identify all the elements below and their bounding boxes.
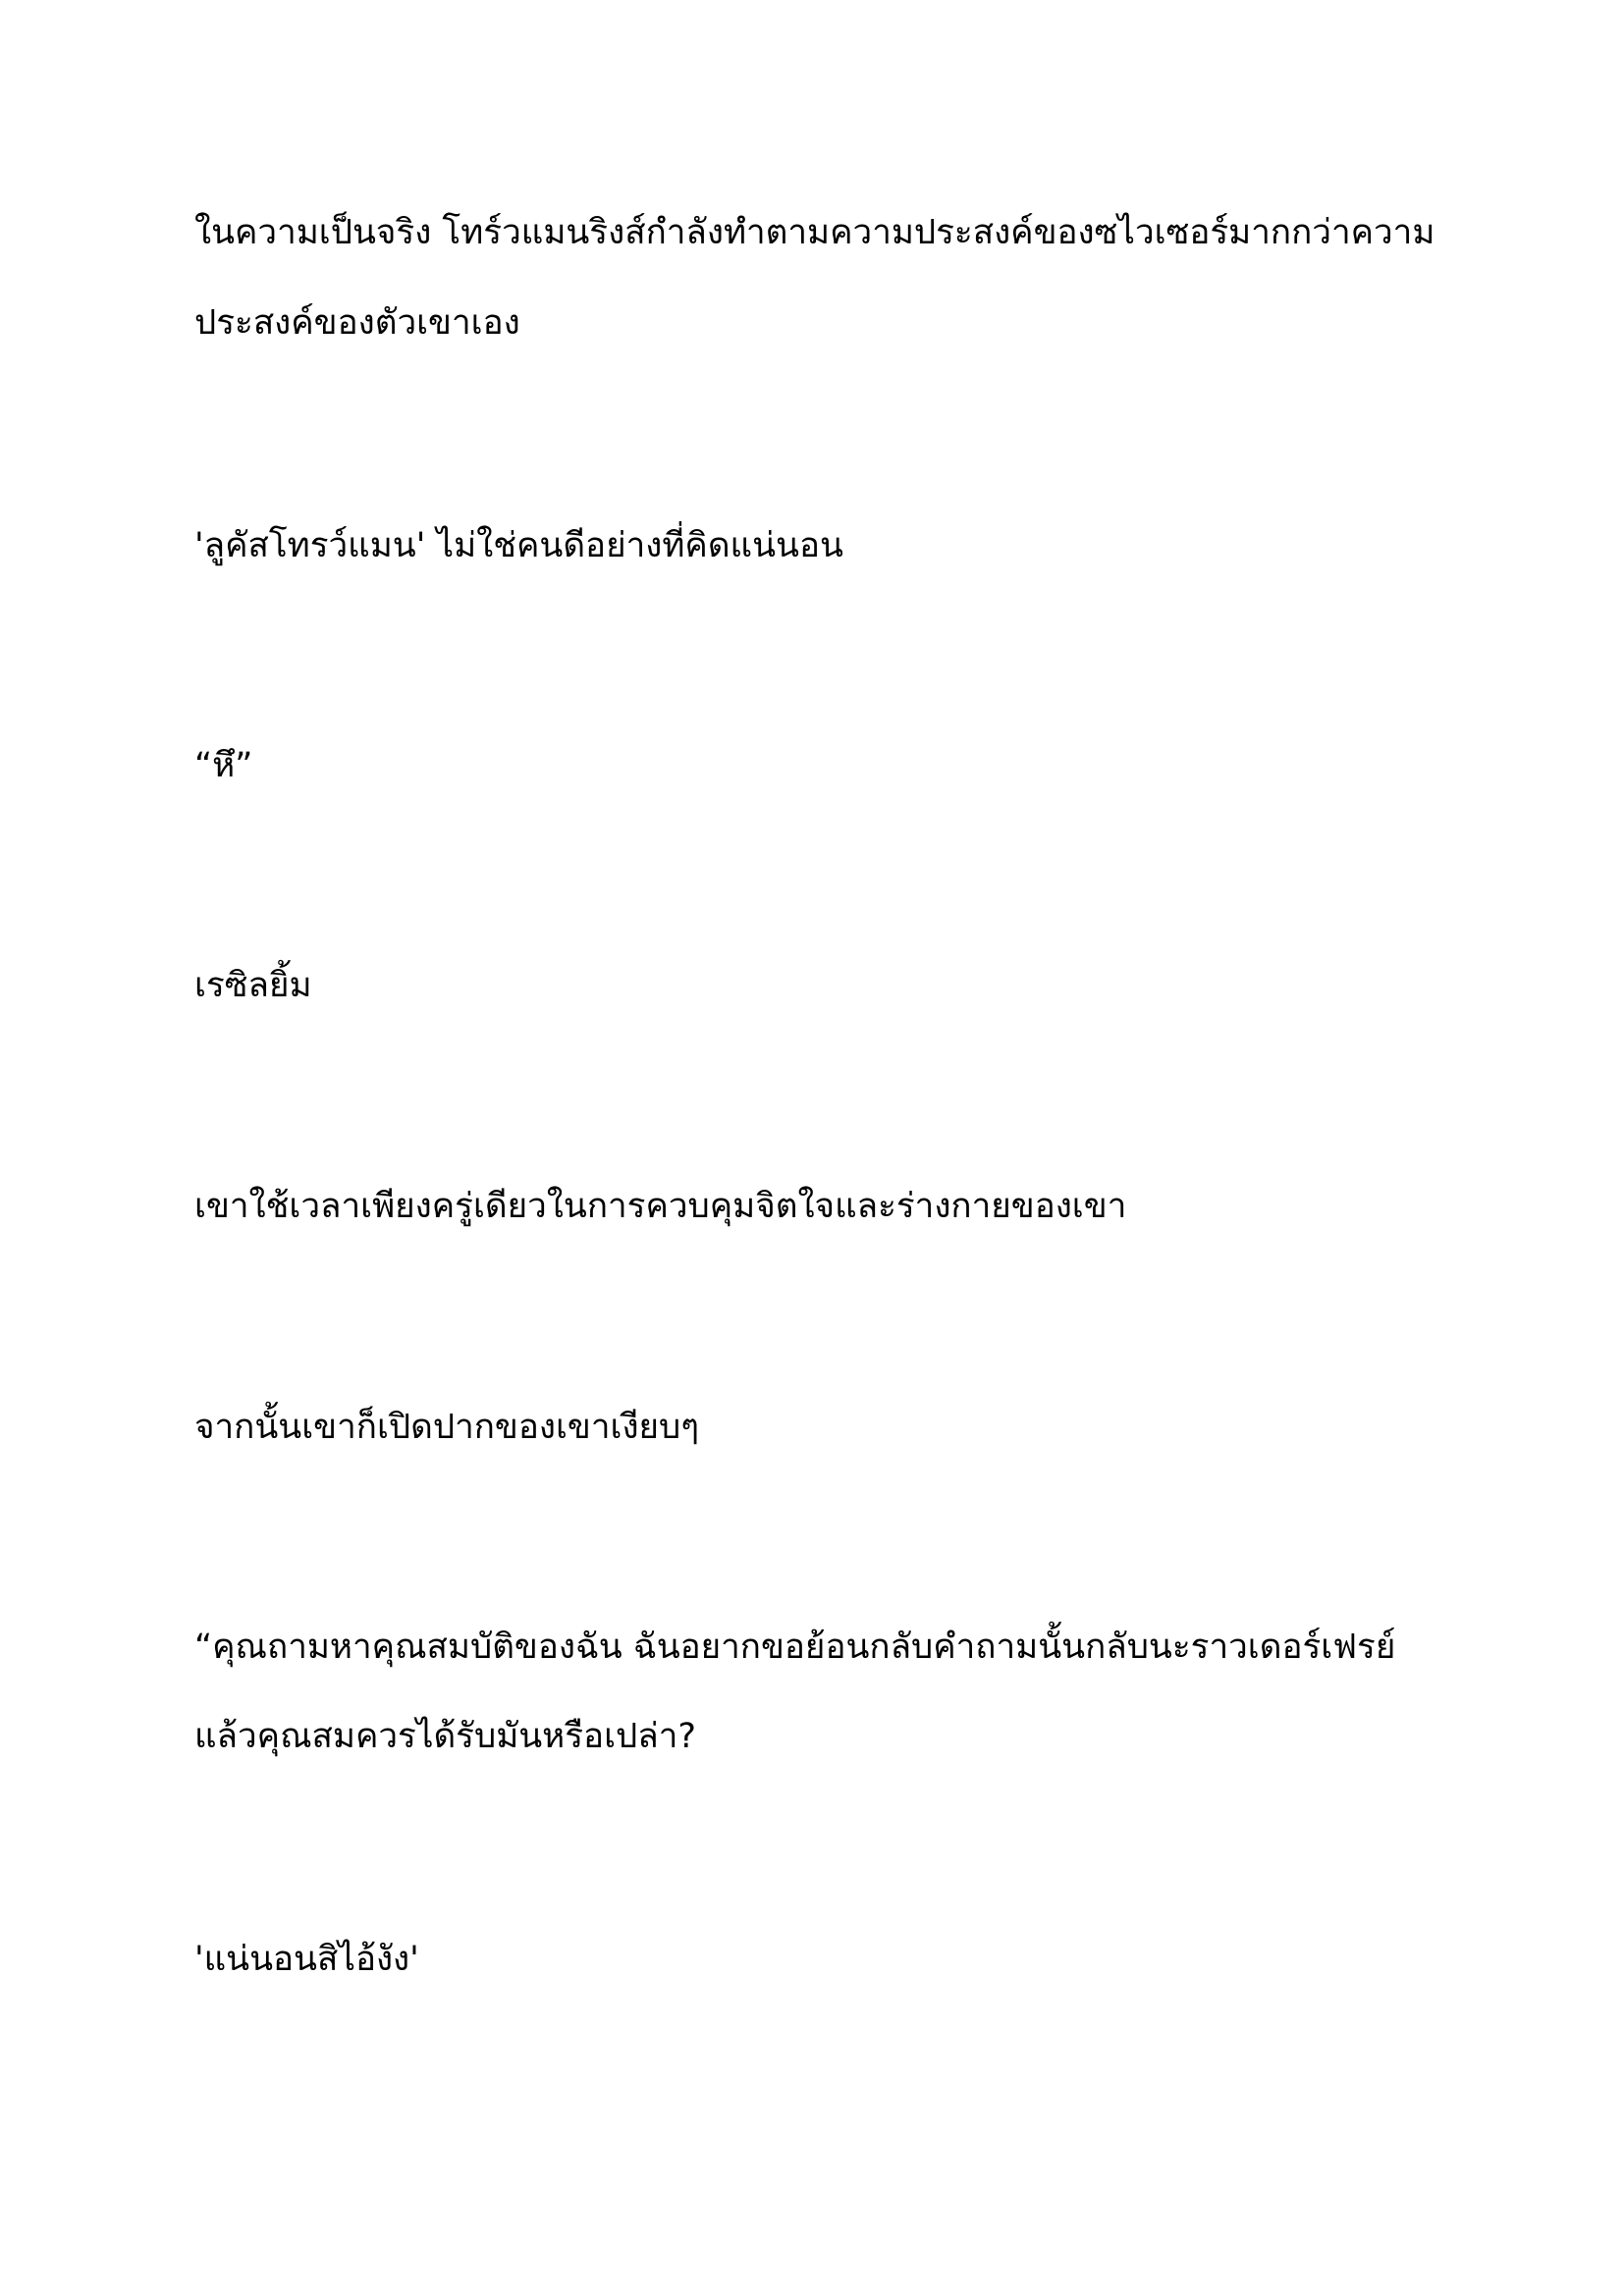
paragraph-7-line-1: “คุณถามหาคุณสมบัติของฉัน ฉันอยากขอย้อนกลับคำถามนั้นกลับนะราวเดอร์เฟรย์ (194, 1628, 1396, 1667)
paragraph-5: เขาใช้เวลาเพียงครู่เดียวในการควบคุมจิตใจและร่างกายของเขา (194, 1187, 1127, 1226)
paragraph-8: 'แน่นอนสิไอ้งัง' (194, 1940, 419, 1979)
paragraph-3: “หึ” (194, 746, 253, 785)
paragraph-4: เรซิลยิ้ม (194, 966, 312, 1005)
paragraph-6: จากนั้นเขาก็เปิดปากของเขาเงียบๆ (194, 1408, 700, 1447)
paragraph-2: 'ลูคัสโทรว์แมน' ไม่ใช่คนดีอย่างที่คิดแน่นอน (194, 526, 843, 565)
paragraph-7-line-2: แล้วคุณสมควรได้รับมันหรือเปล่า? (194, 1717, 696, 1756)
paragraph-1-line-2: ประสงค์ของตัวเขาเอง (194, 303, 520, 343)
paragraph-1-line-1: ในความเป็นจริง โทร์วแมนริงส์กำลังทำตามความประสงค์ของซไวเซอร์มากกว่าความ (194, 213, 1435, 252)
